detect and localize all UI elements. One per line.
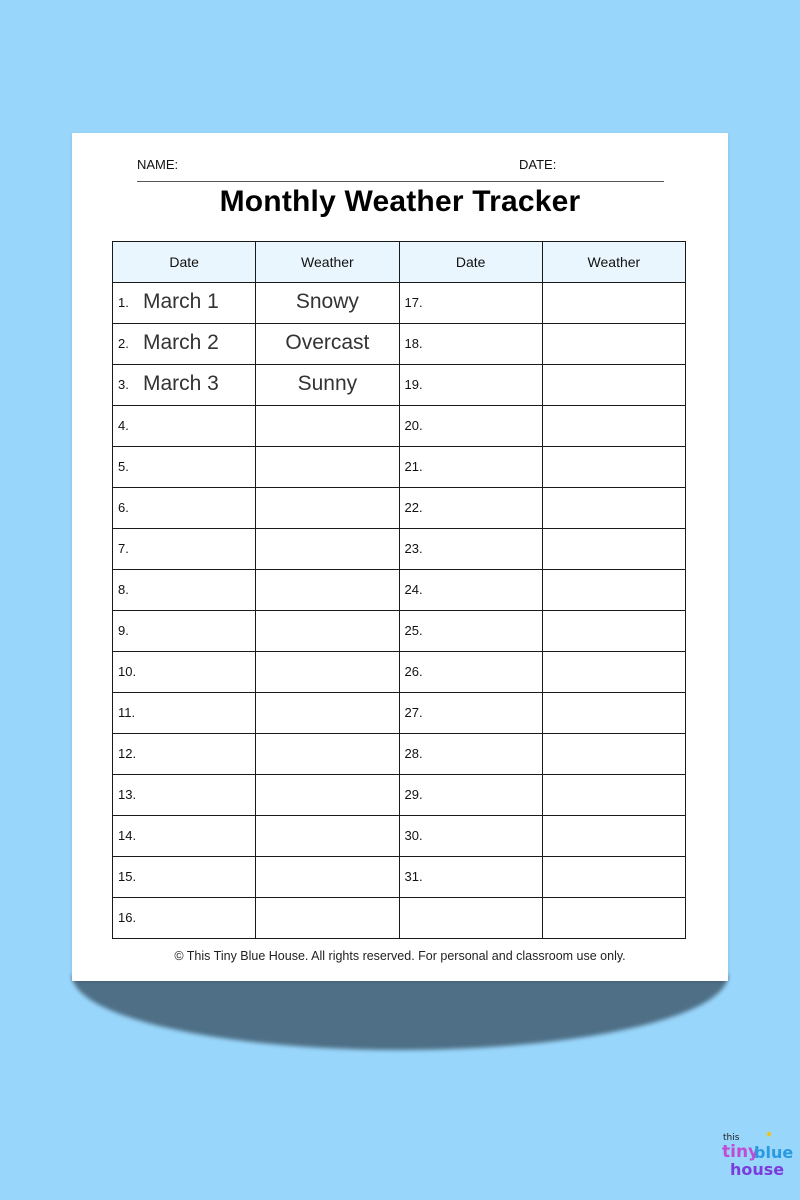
weather-cell[interactable] [256,570,399,611]
date-cell[interactable] [113,406,256,447]
day-number: 19. [404,377,423,392]
day-number: 30. [404,828,423,843]
date-cell[interactable] [399,365,542,406]
handwritten-date: March 2 [143,331,219,354]
day-number: 10. [118,664,137,679]
day-number: 14. [118,828,137,843]
day-number: 24. [404,582,423,597]
date-cell[interactable] [399,324,542,365]
handwritten-weather: Snowy [295,290,359,313]
header-date-left: Date [113,242,256,283]
weather-cell[interactable] [256,857,399,898]
day-number: 7. [118,541,129,556]
date-cell[interactable] [399,283,542,324]
day-number: 11. [118,705,136,720]
weather-cell[interactable] [542,898,685,939]
date-cell[interactable] [399,447,542,488]
weather-cell[interactable] [542,365,685,406]
day-number: 18. [404,336,423,351]
weather-cell[interactable] [542,283,685,324]
table-row [113,816,686,857]
weather-tracker-table [112,241,686,939]
day-number: 28. [404,746,423,761]
day-number: 9. [118,623,129,638]
date-cell[interactable] [113,816,256,857]
day-number: 12. [118,746,137,761]
weather-cell[interactable] [542,693,685,734]
day-number: 16. [118,910,137,925]
header-date-right: Date [399,242,542,283]
weather-cell[interactable] [256,365,399,406]
table-row [113,447,686,488]
date-cell[interactable] [113,693,256,734]
worksheet-title: Monthly Weather Tracker [219,185,581,218]
paper-shadow [72,975,728,1050]
header-weather-left: Weather [256,242,399,283]
day-number: 5. [118,459,129,474]
table-row [113,570,686,611]
weather-cell[interactable] [256,652,399,693]
date-cell[interactable] [113,898,256,939]
table-row [113,652,686,693]
weather-cell[interactable] [542,447,685,488]
weather-cell[interactable] [542,611,685,652]
date-cell[interactable] [113,365,256,406]
date-cell[interactable] [399,652,542,693]
copyright-footer: © This Tiny Blue House. All rights reserved. For personal and classroom use only. [174,949,626,963]
table-row [113,324,686,365]
weather-cell[interactable] [542,652,685,693]
brand-logo [717,1130,794,1189]
date-cell[interactable] [399,734,542,775]
date-cell[interactable] [113,488,256,529]
date-cell[interactable] [113,611,256,652]
logo-text-tiny: tiny [722,1142,760,1162]
table-row [113,488,686,529]
weather-cell[interactable] [256,283,399,324]
date-cell[interactable] [113,529,256,570]
date-cell[interactable] [399,775,542,816]
logo-text-this: this [723,1133,740,1143]
date-cell[interactable] [399,857,542,898]
date-cell[interactable] [399,570,542,611]
weather-cell[interactable] [256,734,399,775]
weather-cell[interactable] [542,775,685,816]
date-cell[interactable] [113,775,256,816]
table-row [113,611,686,652]
weather-cell[interactable] [542,857,685,898]
day-number: 22. [404,500,423,515]
day-number: 13. [118,787,137,802]
day-number: 3. [118,377,129,392]
day-number: 25. [404,623,423,638]
date-cell[interactable] [113,283,256,324]
day-number: 27. [404,705,423,720]
weather-cell[interactable] [542,734,685,775]
day-number: 20. [404,418,423,433]
handwritten-date: March 1 [143,290,219,313]
date-cell[interactable] [399,488,542,529]
date-cell[interactable] [113,857,256,898]
name-date-line [137,153,664,182]
weather-cell[interactable] [256,447,399,488]
day-number: 26. [404,664,423,679]
name-label: NAME: [137,157,179,172]
weather-cell[interactable] [256,816,399,857]
weather-cell[interactable] [256,324,399,365]
date-cell[interactable] [113,570,256,611]
header-weather-right: Weather [542,242,685,283]
handwritten-weather: Overcast [285,331,370,354]
weather-cell[interactable] [542,488,685,529]
logo-text-blue: blue [754,1143,794,1162]
day-number: 23. [404,541,423,556]
day-number: 29. [404,787,423,802]
worksheet-page [72,133,728,981]
date-cell[interactable] [113,734,256,775]
table-row [113,775,686,816]
date-label: DATE: [519,157,557,172]
table-row [113,406,686,447]
day-number: 17. [404,295,423,310]
date-cell[interactable] [399,406,542,447]
star-icon: ★ [765,1130,774,1140]
table-row [113,734,686,775]
table-row [113,365,686,406]
weather-cell[interactable] [542,529,685,570]
weather-cell[interactable] [542,816,685,857]
date-cell[interactable] [399,816,542,857]
weather-cell[interactable] [256,898,399,939]
weather-cell[interactable] [542,324,685,365]
day-number: 6. [118,500,129,515]
table-row [113,898,686,939]
weather-cell[interactable] [542,406,685,447]
weather-cell[interactable] [256,775,399,816]
day-number: 31. [404,869,423,884]
table-row [113,529,686,570]
table-row [113,857,686,898]
handwritten-date: March 3 [143,372,219,395]
day-number: 15. [118,869,137,884]
day-number: 8. [118,582,129,597]
handwritten-weather: Sunny [297,372,358,395]
weather-cell[interactable] [542,570,685,611]
table-body [113,283,686,939]
date-cell[interactable] [113,447,256,488]
date-cell[interactable] [399,529,542,570]
date-cell[interactable] [113,324,256,365]
date-cell[interactable] [113,652,256,693]
day-number: 1. [118,295,129,310]
table-row [113,693,686,734]
day-number: 4. [118,418,129,433]
logo-text-house: house [730,1160,785,1179]
day-number: 2. [118,336,129,351]
table-header-row [113,242,686,283]
weather-cell[interactable] [256,611,399,652]
day-number: 21. [404,459,423,474]
weather-cell[interactable] [256,529,399,570]
date-cell[interactable] [399,693,542,734]
table-row [113,283,686,324]
weather-cell[interactable] [256,488,399,529]
date-cell[interactable] [399,611,542,652]
date-cell[interactable] [399,898,542,939]
weather-cell[interactable] [256,406,399,447]
weather-cell[interactable] [256,693,399,734]
